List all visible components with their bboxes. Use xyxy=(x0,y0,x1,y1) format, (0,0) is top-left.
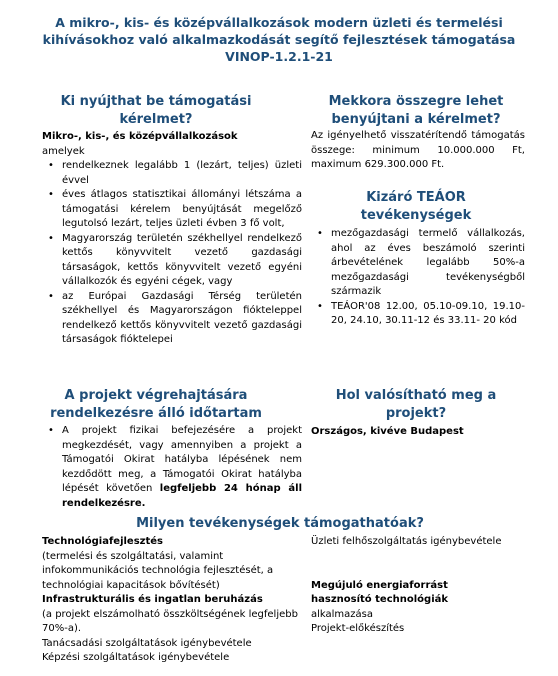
duration-list xyxy=(42,424,302,511)
cloud-item: Üzleti felhőszolgáltatás igénybevétele xyxy=(311,536,502,547)
who-section xyxy=(42,130,302,348)
infra-title: Infrastrukturális és ingatlan beruházás xyxy=(42,594,263,605)
where-text: Országos, kivéve Budapest xyxy=(311,426,464,437)
amount-heading-line-1: Mekkora összegre lehet xyxy=(328,94,504,109)
amount-text: Az igényelhető visszatérítendő támogatás összege: minimum 10.000.000 Ft, maximum 629.300.000 Ft. xyxy=(311,130,525,170)
activities-heading: Milyen tevékenységek támogathatóak? xyxy=(136,516,424,531)
energy-title-line-1: Megújuló energiaforrást xyxy=(311,579,448,591)
duration-text: A projekt fizikai befejezésére a projekt megkezdését, vagy amennyiben a projekt a Támogatói Okirat hatályba lépésének nem kezdődött meg, a Támogatói Okirat hatályba lépését követően xyxy=(62,425,302,494)
teaor-heading-line-1: Kizáró TEÁOR xyxy=(366,190,466,205)
title-line-2: kihívásokhoz való alkalmazkodását segítő fejlesztések támogatása xyxy=(42,32,516,47)
amount-heading-line-2: benyújtani a kérelmet? xyxy=(331,112,501,127)
duration-heading-line-2: rendelkezésre álló időtartam xyxy=(50,406,262,421)
training-item: Képzési szolgáltatások igénybevétele xyxy=(42,652,230,663)
activities-right xyxy=(311,535,531,637)
duration-heading-line-1: A projekt végrehajtására xyxy=(64,388,248,403)
duration-item xyxy=(62,424,302,511)
where-heading-line-2: projekt? xyxy=(385,406,447,421)
who-item: • éves átlagos statisztikai állományi létszáma a támogatási kérelem benyújtását megelőző legutolsó lezárt, teljes üzleti évben 3 fő volt, xyxy=(62,188,302,232)
duration-section xyxy=(42,424,302,511)
document-title xyxy=(12,14,546,65)
where-heading-line-1: Hol valósítható meg a xyxy=(335,388,497,403)
amount-heading xyxy=(305,93,527,129)
who-lead: Mikro-, kis-, és középvállalkozások xyxy=(42,131,238,142)
infra-desc: (a projekt elszámolható összköltségének legfeljebb 70%-a). xyxy=(42,608,298,634)
who-heading xyxy=(36,93,276,129)
preparation-item: Projekt-előkészítés xyxy=(311,623,405,634)
advice-item: Tanácsadási szolgáltatások igénybevétele xyxy=(42,637,252,649)
teaor-heading-line-2: tevékenységek xyxy=(360,208,472,223)
who-item: • Magyarország területén székhellyel rendelkező kettős könyvvitelt vezető gazdasági társaságok, kettős könyvvitelt vezető egyéni vállalkozók és egyéni cégek, vagy xyxy=(62,232,302,290)
who-item: • rendelkeznek legalább 1 (lezárt, teljes) üzleti évvel xyxy=(62,159,302,188)
title-line-1: A mikro-, kis- és középvállalkozások modern üzleti és termelési xyxy=(55,15,503,30)
who-sub: amelyek xyxy=(42,145,85,157)
who-heading-line-2: kérelmet? xyxy=(119,112,193,127)
duration-heading xyxy=(36,387,276,423)
who-list xyxy=(42,159,302,348)
title-line-3: VINOP-1.2.1-21 xyxy=(225,49,333,64)
teaor-section xyxy=(311,227,525,329)
who-heading-line-1: Ki nyújthat be támogatási xyxy=(60,94,252,109)
energy-title-line-2: hasznosító technológiák xyxy=(311,594,449,605)
duration-limit: legfeljebb 24 hónap áll rendelkezésre. xyxy=(62,483,302,509)
teaor-list xyxy=(311,227,525,329)
teaor-item: • mezőgazdasági termelő vállalkozás, ahol az éves beszámoló szerinti árbevételének legalább 50%-a mezőgazdasági tevékenységből származik xyxy=(331,227,525,300)
who-item: • az Európai Gazdasági Térség területén székhellyel és Magyarországon fióktelеppel rendelkező kettős könyvvitelt vezető gazdasági társaságok fióktelepei xyxy=(62,290,302,348)
teaor-item: • TEÁOR'08 12.00, 05.10-09.10, 19.10-20, 24.10, 30.11-12 és 33.11- 20 kód xyxy=(331,300,525,329)
teaor-heading xyxy=(305,189,527,225)
tech-desc: (termelési és szolgáltatási, valamint infokommunikációs technológia fejlesztését, a technológiai kapacitások bővítését) xyxy=(42,550,274,591)
where-heading xyxy=(305,387,527,423)
energy-desc: alkalmazása xyxy=(311,608,374,620)
activities-left xyxy=(42,535,304,666)
tech-title: Technológiafejlesztés xyxy=(42,536,164,547)
